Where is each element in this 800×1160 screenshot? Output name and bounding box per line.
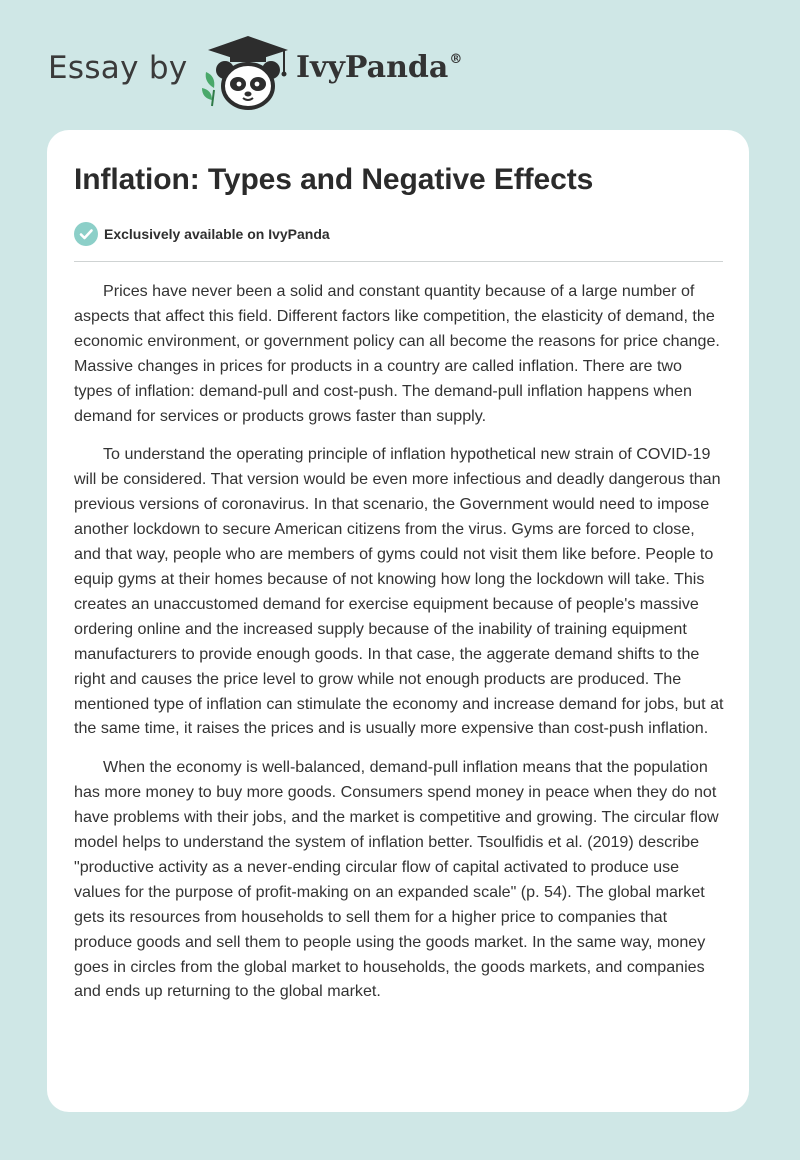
brand-name[interactable] — [296, 50, 462, 85]
article-body — [74, 279, 724, 1018]
paragraph: When the economy is well-balanced, demand-pull inflation means that the population has more money to buy more goods. Consumers spend money in peace when they do not have problems with their jobs, and the market is competitive and growing. The circular flow model helps to understand the system of inflation better. Tsoulfidis et al. (2019) describe "productive activity as a never-ending circular flow of capital activated to produce use values for the purpose of profit-making on an expanded scale" (p. 54). The global market gets its resources from households to sell them for a higher price to companies that produce goods and sell them to people using the goods market. In the same way, money goes in circles from the global market to households, the goods markets, and companies and ends up returning to the global market. — [74, 758, 719, 1001]
title-divider — [74, 261, 723, 262]
panda-graduate-logo-icon[interactable] — [200, 32, 296, 112]
exclusive-badge-label: Exclusively available on IvyPanda — [104, 226, 330, 242]
site-header — [0, 0, 800, 130]
page-title: Inflation: Types and Negative Effects — [74, 163, 594, 196]
brand-prefix: Essay by — [48, 50, 188, 86]
exclusive-badge — [74, 222, 330, 246]
check-circle-icon — [74, 222, 98, 246]
brand-name-text: IvyPanda — [296, 50, 449, 85]
registered-mark: ® — [449, 52, 463, 67]
paragraph: To understand the operating principle of inflation hypothetical new strain of COVID-19 will be considered. That version would be even more infectious and deadly dangerous than previous versions of coronavirus. In that scenario, the Government would need to impose another lockdown to secure American citizens from the virus. Gyms are forced to close, and that way, people who are members of gyms could not visit them like before. People to equip gyms at their homes because of not knowing how long the lockdown will take. This creates an unaccustomed demand for exercise equipment because of people's massive ordering online and the increased supply because of the inability of training equipment manufacturers to provide enough goods. In that case, the aggerate demand shifts to the right and causes the price level to grow while not enough products are produced. The mentioned type of inflation can stimulate the economy and increase demand for jobs, but at the same time, it raises the prices and is usually more expensive than cost-push inflation. — [74, 445, 724, 738]
paragraph: Prices have never been a solid and constant quantity because of a large number of aspects that affect this field. Different factors like competition, the elasticity of demand, the economic environment, or government policy can all become the reasons for price change. Massive changes in prices for products in a country are called inflation. There are two types of inflation: demand-pull and cost-push. The demand-pull inflation happens when demand for services or products grows faster than supply. — [74, 282, 720, 425]
essay-card — [47, 130, 749, 1112]
